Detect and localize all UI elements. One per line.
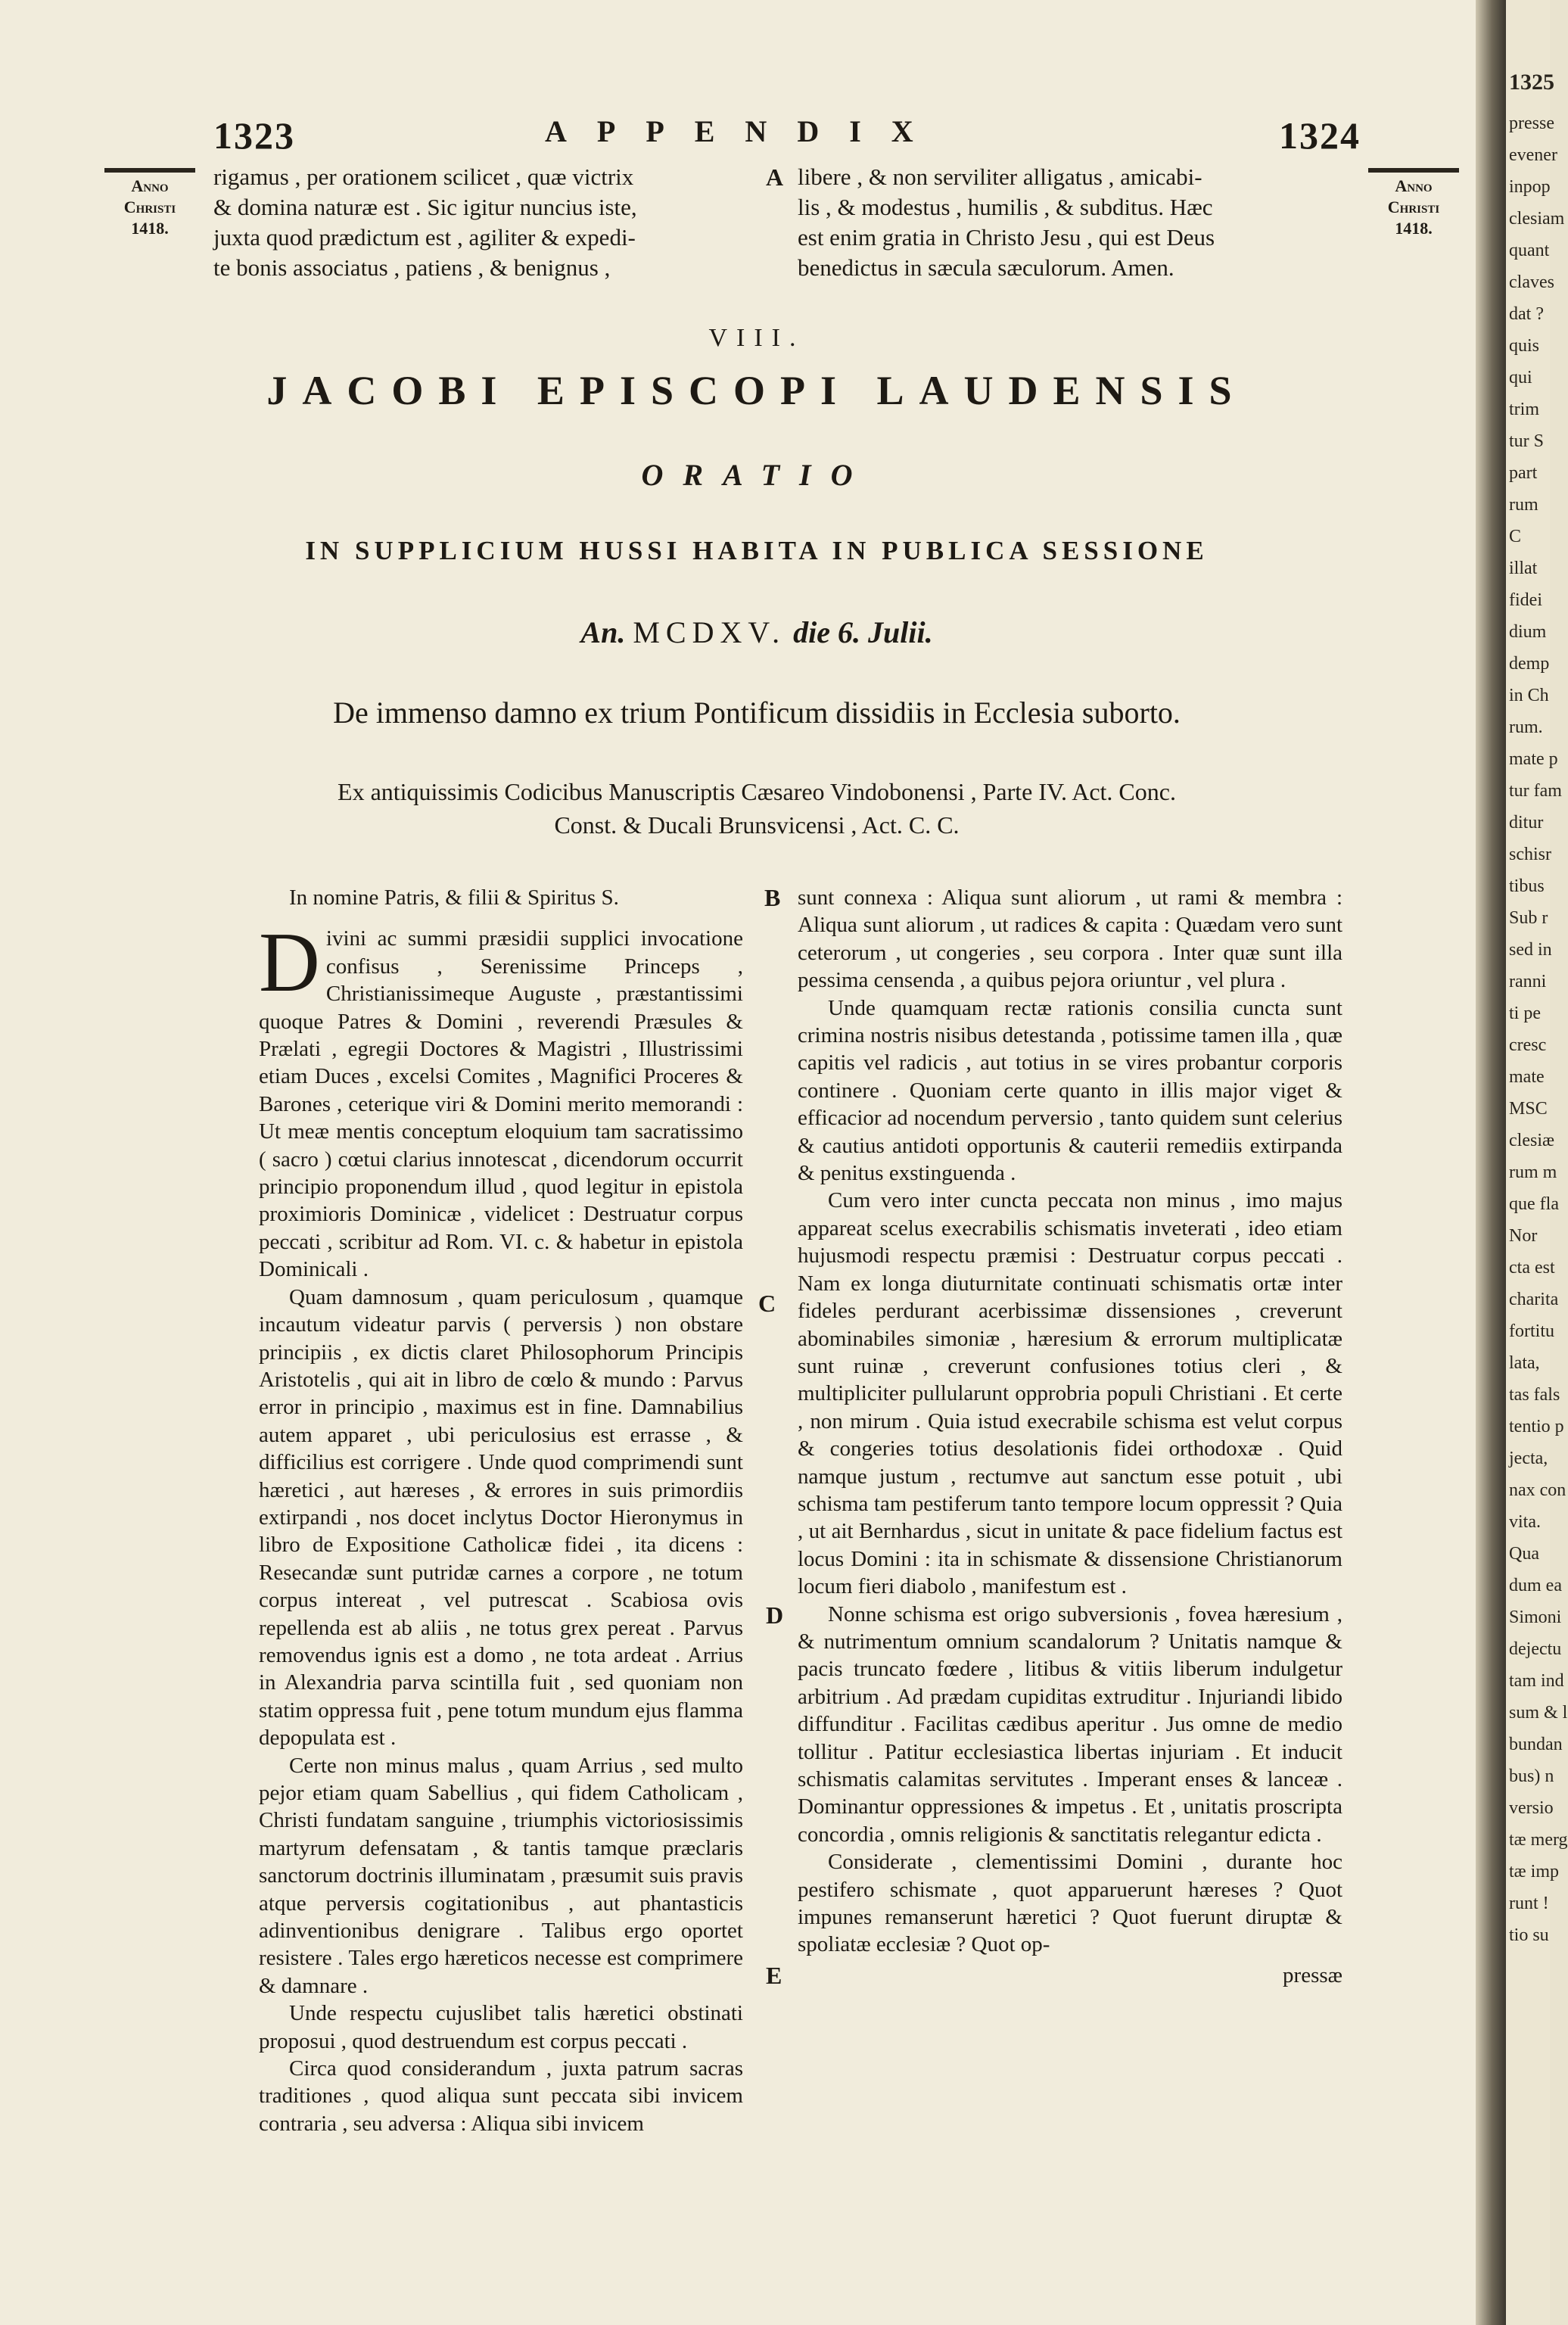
facing-page-fragment: dat ?: [1509, 304, 1544, 324]
facing-page-fragment: cresc: [1509, 1035, 1547, 1055]
section-number: VIII.: [708, 324, 805, 352]
facing-page-fragment: tur fam: [1509, 781, 1562, 801]
facing-page-fragment: part: [1509, 463, 1538, 483]
paragraph: Considerate , clementissimi Domini , durante hoc pestifero schismate , quot apparuerunt hæreses ? Quot impunes remanserunt hæretici ? Quot fuerunt diruptæ & spoliatæ ecclesiæ ? Quot op-: [798, 1850, 1342, 1957]
facing-page-fragment: quant: [1509, 241, 1550, 260]
facing-page-fragment: jecta,: [1509, 1449, 1548, 1468]
facing-page-edge: [1506, 0, 1568, 2325]
paragraph: Quam damnosum , quam periculosum , quamque incautum videatur parvis ( perversis ) non obstare principiis , ex dictis claret Philosophorum Principis Aristotelis , qui ait in libro de cœlo & mundo : Parvus error in principio , maximus est in fine. Damnabilius autem apparet , ubi periculosius est errasse , & difficilius est corrigere . Unde quod comprimendi sunt hæretici , aut hæreses , & errores in suis primordiis extirpandi , nos docet inclytus Doctor Hieronymus in libro de Expositione Catholicæ fidei , ita dicens : Resecandæ sunt putridæ carnes a corpore , ne totum corpus intereat , vel putrescat . Scabiosa ovis repellenda est ab aliis , ne totus grex pereat . Parvus removendus ignis est a domo , ne tota ardeat . Arrius in Alexandria parva scintilla fuit , sed quoniam non statim oppressa fuit , pene totum mundum ejus flamma depopulata est .: [259, 1284, 743, 1751]
paragraph: Unde quamquam rectæ rationis consilia cuncta sunt crimina nostris nisibus detestanda , potissime tamen illa , quæ capitis vel radicis , aut totius in se vires probantur corporis continere . Quoniam certe quanto in illis major viget & efficacior ad nocendum perversio , tanto quidem sunt celerius & cautius antidoti opportunis & cauterii remediis extirpanda & penitus exstinguenda .: [798, 995, 1342, 1186]
facing-page-number: 1325: [1509, 70, 1554, 95]
facing-page-fragment: mate: [1509, 1067, 1545, 1087]
paragraph: Divini ac summi præsidii supplici invocatione confisus , Serenissime Princeps , Christianissimeque Auguste , præstantissimi quoque Patres & Domini , reverendi Præsules & Prælati , egregii Doctores & Magistri , Illustrissimi etiam Duces , excelsi Comites , Magnifici Proceres & Barones , ceterique viri & Domini merito memorandi : Ut meæ mentis conceptum eloquium tam sacratissimo ( sacro ) cœtui clarius innotescat , dicendorum occurrit principio proponendum illud , quod legitur in epistola proximioris Dominicæ , videlicet : Destruatur corpus peccati , scribitur ad Rom. VI. c. & habetur in epistola Dominicali .: [259, 916, 743, 1282]
facing-page-fragment: tur S: [1509, 431, 1545, 451]
facing-page-fragment: schisr: [1509, 845, 1551, 864]
paragraph: sunt connexa : Aliqua sunt aliorum , ut rami & membra : Aliqua sunt aliorum , ut radices & capita : Quædam vero sunt ceterorum , ut congeries , seu corpora . Inter quæ sunt illa pessima censenda , a quibus pejora oriuntur , vel plura .: [798, 885, 1342, 993]
paragraph: Cum vero inter cuncta peccata non minus , imo majus appareat scelus execrabilis schismatis inveterati , ideo etiam hujusmodi respectu præmisi : Destruatur corpus peccati . Nam ex longa diuturnitate continuati schismatis ortæ inter fideles perdurant acerbissimæ dissensiones , creverunt abominabiles simoniæ , hæresium & errorum multiplicatæ sunt ruinæ , creverunt confusiones totius cleri , & multipliciter pullularunt opprobria populi Christiani . Et certe , non mirum . Quia istud execrabile schisma est velut corpus & congeries totius desolationis fidei orthodoxæ . Quid namque justum , rectumve aut sanctum esse potuit , ubi schisma tam pestiferum tanto tempore locum oppressit ? Quia , ut ait Bernhardus , sicut in unitate & pace fidelium factus est locus Domini : ita in schismate & dissensione Christianorum locum fieri diabolo , manifestum est .: [798, 1188, 1342, 1599]
facing-page-fragment: MSC: [1509, 1099, 1548, 1119]
paragraph: Certe non minus malus , quam Arrius , sed multo pejor etiam quam Sabellius , qui fidem Catholicam , Christi fundatam sanguine , triumphis victoriosissimis martyrum defensatam , & tantis tamque præclaris sanctorum doctrinis illuminatam , præsumit suis pravis atque perversis cogitationibus , aut phantasticis adinventionibus denigrare . Talibus ergo oportet resistere . Tales ergo hæreticos necesse est comprimere & damnare .: [259, 1753, 743, 1998]
facing-page-fragment: clesiam: [1509, 209, 1565, 229]
facing-page-fragment: ranni: [1509, 972, 1547, 991]
section-marker-b: B: [764, 884, 781, 911]
right-column: [798, 884, 1342, 1989]
facing-page-fragment: clesiæ: [1509, 1131, 1554, 1150]
facing-page-fragment: bundan: [1509, 1735, 1563, 1754]
facing-page-fragment: trim: [1509, 400, 1539, 419]
paragraph: Nonne schisma est origo subversionis , fovea hæresium , & nutrimentum omnium scandalorum ? Unitatis namque & pacis truncato fœdere , litibus & vitiis liberum indulgetur arbitrium . Ad prædam cupiditas extruditur . Injuriandi libido diffunditur . Facilitas cædibus aperitur . Jus omne de medio tollitur . Patitur ecclesiastica libertas injuriam . Et inducit schismatis calamitas servitutes . Imperant enses & lanceæ . Dominantur oppressiones & impetus . Et , unitatis proscripta concordia , omnis religionis & sanctitatis relegantur edicta .: [798, 1601, 1342, 1847]
facing-page-fragment: sum & l: [1509, 1703, 1568, 1723]
facing-page-fragment: inpop: [1509, 177, 1551, 197]
facing-page-fragment: bus) n: [1509, 1766, 1554, 1786]
invocation: In nomine Patris, & filii & Spiritus S.: [289, 885, 619, 910]
subject-line: De immenso damno ex trium Pontificum dissidiis in Ecclesia suborto.: [333, 696, 1181, 730]
facing-page-fragment: Sub r: [1509, 908, 1548, 928]
facing-page-fragment: in Ch: [1509, 686, 1549, 705]
running-head: APPENDIX: [545, 114, 944, 148]
facing-page-fragment: charita: [1509, 1290, 1559, 1309]
facing-page-fragment: Qua: [1509, 1544, 1539, 1564]
facing-page-fragment: versio: [1509, 1798, 1554, 1818]
facing-page-fragment: vita.: [1509, 1512, 1541, 1532]
facing-page-fragment: nax con: [1509, 1480, 1566, 1500]
margin-note-right: Anno Christi 1418.: [1368, 168, 1459, 239]
facing-page-fragment: demp: [1509, 654, 1550, 674]
facing-page-fragment: tas fals: [1509, 1385, 1560, 1405]
facing-page-fragment: tam ind: [1509, 1671, 1564, 1691]
facing-page-fragment: que fla: [1509, 1194, 1559, 1214]
facing-page-fragment: runt !: [1509, 1894, 1549, 1913]
facing-page-fragment: fidei: [1509, 590, 1542, 610]
facing-page-fragment: illat: [1509, 559, 1538, 578]
paragraph: Unde respectu cujuslibet talis hæretici obstinati proposui , quod destruendum est corpus peccati .: [259, 2001, 743, 2053]
top-text-left: rigamus , per orationem scilicet , quæ victrix & domina naturæ est . Sic igitur nuncius iste, juxta quod prædictum est , agiliter & expedi- te bonis associatus , patiens , & benignus ,: [213, 163, 637, 281]
facing-page-fragment: tentio p: [1509, 1417, 1564, 1436]
facing-page-fragment: dium: [1509, 622, 1547, 642]
section-marker-e: E: [766, 1962, 782, 1989]
top-text-right: libere , & non serviliter alligatus , amicabi- lis , & modestus , humilis , & subditus. Hæc est enim gratia in Christo Jesu , qui est Deus benedictus in sæcula sæculorum. Amen.: [798, 163, 1215, 281]
author-title: JACOBI EPISCOPI LAUDENSIS: [266, 368, 1247, 413]
page-number-right: 1324: [1279, 114, 1361, 157]
facing-page-fragment: dum ea: [1509, 1576, 1562, 1595]
date-line: An. MCDXV. die 6. Julii.: [580, 615, 933, 649]
occasion-line: IN SUPPLICIUM HUSSI HABITA IN PUBLICA SESSIONE: [305, 536, 1209, 565]
section-marker-a: A: [766, 163, 784, 191]
section-marker-c: C: [758, 1290, 776, 1317]
facing-page-fragment: tæ imp: [1509, 1862, 1560, 1881]
section-marker-d: D: [766, 1601, 784, 1629]
facing-page-fragment: evener: [1509, 145, 1557, 165]
facing-page-fragment: quis: [1509, 336, 1540, 356]
facing-page-fragment: mate p: [1509, 749, 1558, 769]
facing-page-fragment: ti pe: [1509, 1004, 1541, 1023]
facing-page-fragment: tæ merg: [1509, 1830, 1568, 1850]
facing-page-fragment: rum: [1509, 495, 1538, 515]
facing-page-fragment: cta est: [1509, 1258, 1555, 1278]
margin-note-left: Anno Christi 1418.: [104, 168, 195, 239]
genre-title: ORATIO: [641, 458, 873, 492]
facing-page-fragment: rum m: [1509, 1162, 1557, 1182]
source-note: Ex antiquissimis Codicibus Manuscriptis Cæsareo Vindobonensi , Parte IV. Act. Conc. Const. & Ducali Brunsvicensi , Act. C. C.: [338, 778, 1176, 839]
facing-page-fragment: lata,: [1509, 1353, 1540, 1373]
facing-page-fragment: sed in: [1509, 940, 1552, 960]
facing-page-fragment: qui: [1509, 368, 1532, 388]
facing-page-fragment: ditur: [1509, 813, 1544, 833]
catchword: pressæ: [1283, 1962, 1342, 1987]
facing-page-fragment: fortitu: [1509, 1321, 1554, 1341]
facing-page-fragment: Nor: [1509, 1226, 1538, 1246]
left-column: [259, 884, 743, 2137]
facing-page-fragment: rum.: [1509, 717, 1543, 737]
facing-page-fragment: Simoni: [1509, 1608, 1562, 1627]
paragraph: Circa quod considerandum , juxta patrum sacras traditiones , quod aliqua sunt peccata sibi invicem contraria , seu adversa : Aliqua sibi invicem: [259, 2056, 743, 2136]
facing-page-fragment: claves: [1509, 272, 1554, 292]
facing-page-fragment: tibus: [1509, 876, 1545, 896]
facing-page-fragment: dejectu: [1509, 1639, 1562, 1659]
page-number-left: 1323: [213, 114, 295, 157]
facing-page-fragment: tio su: [1509, 1925, 1549, 1945]
book-gutter: [1476, 0, 1506, 2325]
drop-cap: D: [259, 916, 320, 1010]
facing-page-fragment: C: [1509, 527, 1522, 546]
facing-page-fragment: presse: [1509, 114, 1554, 133]
